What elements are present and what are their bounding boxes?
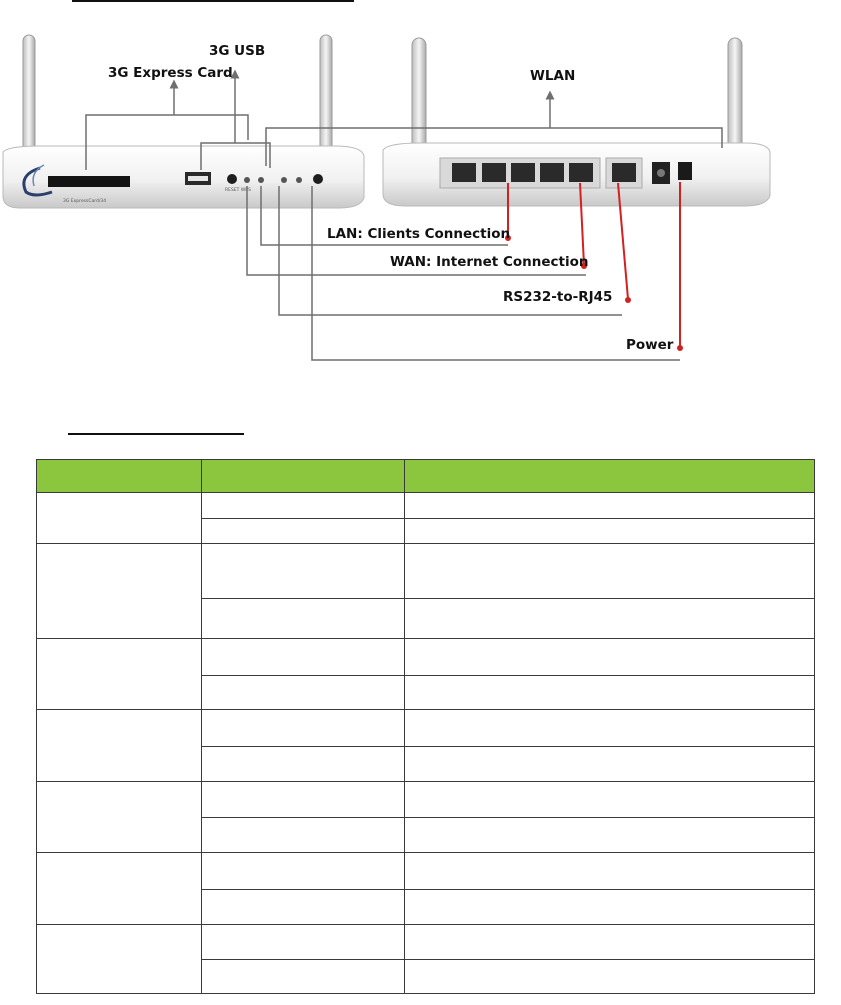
rear-router <box>383 38 770 206</box>
table-cell <box>202 925 405 960</box>
label-power: Power <box>626 337 674 353</box>
section-heading-underline-table <box>68 433 244 435</box>
table-cell <box>405 544 815 599</box>
table-row <box>37 493 815 519</box>
table-cell <box>405 639 815 676</box>
series-button-icon <box>313 174 323 184</box>
table-cell <box>202 599 405 639</box>
table-cell <box>202 519 405 544</box>
table-cell <box>405 710 815 747</box>
front-antenna-left <box>23 35 35 153</box>
table-group-cell <box>37 853 202 925</box>
table-cell <box>405 676 815 710</box>
table-cell <box>405 493 815 519</box>
table-cell <box>405 782 815 818</box>
table-cell <box>405 818 815 853</box>
table-header-cell <box>202 460 405 493</box>
label-3g-usb: 3G USB <box>209 43 266 59</box>
table-group-cell <box>37 782 202 853</box>
table-row <box>37 853 815 890</box>
lan-port-icon <box>540 163 564 182</box>
table-row <box>37 782 815 818</box>
front-router <box>3 35 364 208</box>
card-slot-text: 3G ExpressCard/34 <box>63 199 107 204</box>
label-3g-express-card: 3G Express Card <box>108 65 233 81</box>
table-cell <box>405 890 815 925</box>
table-cell <box>202 747 405 782</box>
reset-button-icon <box>227 174 237 184</box>
table-header-row <box>37 460 815 493</box>
table-cell <box>202 782 405 818</box>
status-led-icon <box>281 177 287 183</box>
table-cell <box>405 747 815 782</box>
table-header-cell <box>37 460 202 493</box>
table-cell <box>202 853 405 890</box>
table-cell <box>405 925 815 960</box>
express-card-slot <box>48 176 130 187</box>
table-group-cell <box>37 639 202 710</box>
table-cell <box>405 599 815 639</box>
table-cell <box>202 818 405 853</box>
table-group-cell <box>37 925 202 994</box>
table-cell <box>405 853 815 890</box>
label-lan: LAN: Clients Connection <box>327 226 511 242</box>
router-diagram <box>0 0 841 410</box>
table-cell <box>202 639 405 676</box>
table-cell <box>202 960 405 994</box>
front-antenna-right <box>320 35 332 153</box>
rs232-port-icon <box>612 163 636 182</box>
power-switch-icon <box>678 162 692 180</box>
wan-port-icon <box>569 163 593 182</box>
table-row <box>37 544 815 599</box>
led-table <box>36 459 815 994</box>
table-group-cell <box>37 710 202 782</box>
lan-port-icon <box>452 163 476 182</box>
table-header-cell <box>405 460 815 493</box>
reset-wps-text: RESET WPS <box>225 188 251 193</box>
table-cell <box>202 890 405 925</box>
table-cell <box>202 676 405 710</box>
power-port-dot <box>677 345 683 351</box>
table-row <box>37 710 815 747</box>
status-led-icon <box>244 177 250 183</box>
lan-port-icon <box>511 163 535 182</box>
table-cell <box>405 519 815 544</box>
table-cell <box>202 544 405 599</box>
rs232-port-dot <box>625 297 631 303</box>
label-rs232: RS232-to-RJ45 <box>503 289 613 305</box>
label-wlan: WLAN <box>530 68 576 84</box>
label-wan: WAN: Internet Connection <box>390 254 589 270</box>
lan-port-icon <box>482 163 506 182</box>
table-row <box>37 925 815 960</box>
table-group-cell <box>37 493 202 544</box>
table-group-cell <box>37 544 202 639</box>
table-cell <box>202 493 405 519</box>
table-cell <box>202 710 405 747</box>
table-cell <box>405 960 815 994</box>
status-led-icon <box>258 177 264 183</box>
status-led-icon <box>296 177 302 183</box>
table-row <box>37 639 815 676</box>
